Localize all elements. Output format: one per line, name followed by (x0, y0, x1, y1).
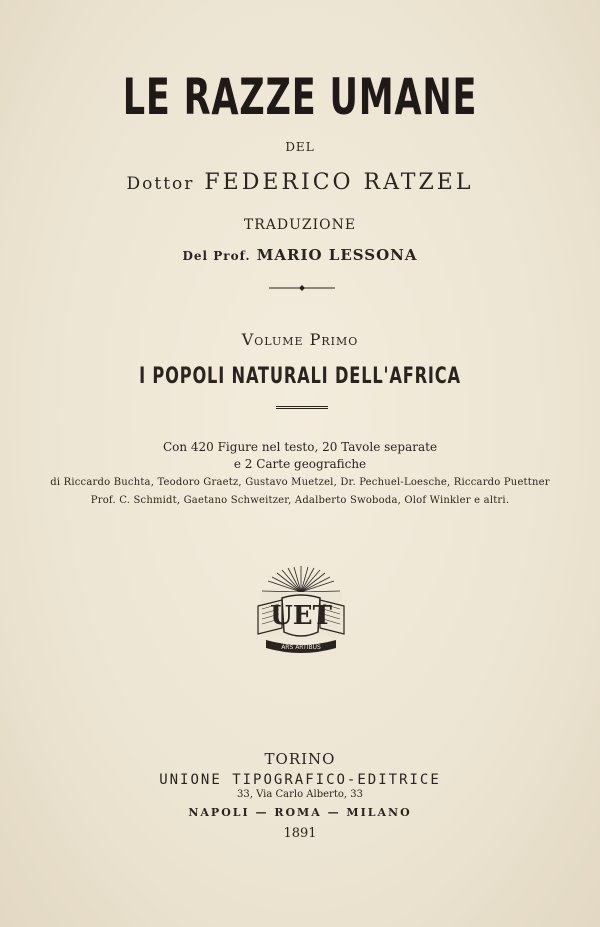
volume-title: I POPOLI NATURALI DELL'AFRICA (139, 364, 461, 389)
publisher-name: UNIONE TIPOGRAFICO-EDITRICE (159, 772, 441, 788)
ornament-divider (269, 285, 335, 291)
publication-year: 1891 (283, 826, 317, 841)
book-title: LE RAZZE UMANE (122, 68, 478, 126)
publication-city: TORINO (264, 750, 336, 768)
translator-name: MARIO LESSONA (256, 246, 418, 264)
translator-prefix: Del Prof. (182, 249, 251, 263)
translation-label: TRADUZIONE (243, 217, 357, 233)
figures-line-2: e 2 Carte geografiche (233, 457, 367, 471)
figures-line-1: Con 420 Figure nel testo, 20 Tavole separate (162, 440, 438, 454)
author-line (0, 170, 600, 195)
publisher-address: 33, Via Carlo Alberto, 33 (237, 789, 363, 800)
emblem-motto: ARS ARTIBUS (281, 644, 321, 651)
contributors-line-2: Prof. C. Schmidt, Gaetano Schweitzer, Adalberto Swoboda, Olof Winkler e altri. (90, 495, 510, 506)
branch-cities: NAPOLI — ROMA — MILANO (188, 806, 412, 819)
author-name: FEDERICO RATZEL (204, 170, 474, 195)
translator-line (0, 246, 600, 264)
author-title: Dottor (126, 174, 195, 194)
double-rule-divider (276, 406, 328, 409)
emblem-letters: UET (270, 601, 332, 631)
volume-label: Volume Primo (241, 330, 359, 349)
author-prefix: DEL (285, 140, 315, 154)
contributors-line-1: di Riccardo Buchta, Teodoro Graetz, Gustavo Muetzel, Dr. Pechuel-Loesche, Riccardo Puettner (50, 477, 550, 488)
publisher-emblem-icon (252, 562, 350, 660)
